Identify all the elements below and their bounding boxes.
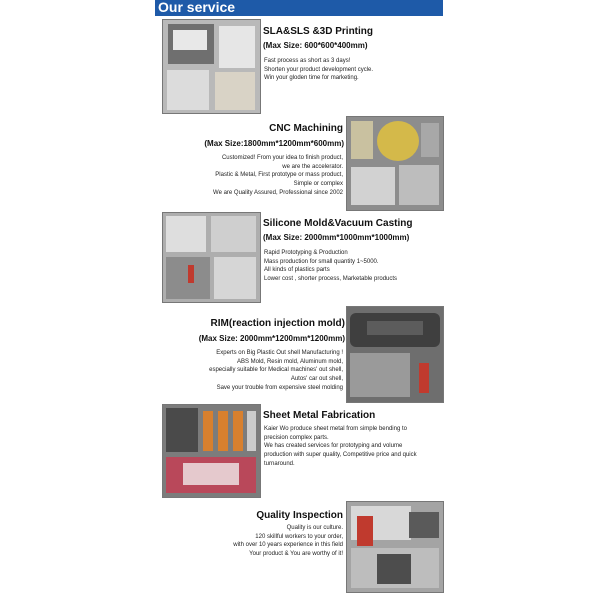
description-line: precision complex parts. (264, 434, 329, 441)
description-line: Autos' car out shell, (290, 376, 343, 383)
service-rim (162, 306, 443, 402)
description-line: Quality is our culture. (286, 525, 343, 531)
service-title: RIM(reaction injection mold) (210, 318, 345, 329)
service-quality-inspection (162, 501, 443, 593)
service-description (264, 249, 397, 284)
service-title: CNC Machining (269, 123, 343, 134)
3d-printing-photo (162, 19, 261, 114)
service-title: Silicone Mold&Vacuum Casting (263, 218, 413, 229)
service-silicone-mold (162, 212, 443, 302)
description-line: Customized! From your idea to finish product, (221, 155, 343, 161)
description-line: production with super quality, Competitive price and quick (264, 452, 417, 459)
silicone-mold-photo (162, 212, 261, 303)
service-title: Quality Inspection (256, 510, 343, 521)
description-line: We has created services for prototyping and volume (264, 443, 403, 450)
service-title: SLA&SLS &3D Printing (263, 26, 374, 37)
service-max-size: (Max Size:1800mm*1200mm*600mm) (204, 139, 344, 148)
description-line: turnaround. (264, 460, 295, 467)
description-line: with over 10 years experience in this field (233, 542, 343, 549)
description-line: Rapid Prototyping & Production (264, 250, 348, 256)
description-line: Shorten your product development cycle. (264, 66, 374, 73)
description-line: Your product & You are worthy of it! (249, 551, 343, 558)
service-description (264, 425, 417, 469)
service-max-size: (Max Size: 2000mm*1200mm*1200mm) (198, 334, 345, 343)
service-title: Sheet Metal Fabrication (263, 410, 376, 421)
description-line: Simple or complex (293, 181, 343, 188)
description-line: Save your trouble from expensive steel molding (216, 384, 343, 391)
cnc-machining-photo (346, 116, 444, 211)
description-line: Mass production for small quantity 1~5000. (264, 258, 379, 265)
description-line: Fast process as short as 3 days! (264, 58, 351, 64)
description-line: Lower cost , shorter process, Marketable products (264, 276, 398, 283)
service-description (264, 57, 373, 83)
section-title: Our service (158, 0, 236, 15)
sheet-metal-photo (162, 404, 261, 498)
description-line: All kinds of plastics parts (264, 267, 330, 274)
service-page (155, 0, 443, 600)
service-max-size: (Max Size: 600*600*400mm) (263, 41, 368, 50)
rim-molding-photo (346, 306, 444, 403)
description-line: ABS Mold, Resin mold, Aluminum mold, (236, 358, 343, 365)
description-line: Kaier Wo produce sheet metal from simple bending to (264, 426, 407, 432)
service-cnc (162, 116, 443, 210)
service-max-size: (Max Size: 2000mm*1000mm*1000mm) (263, 233, 410, 242)
service-description (233, 524, 343, 559)
description-line: Win your gloden time for marketing. (264, 75, 359, 82)
section-header (155, 0, 443, 16)
service-sla-sls (162, 19, 443, 114)
description-line: especially suitable for Medical machines' out shell, (209, 367, 343, 374)
description-line: We are Quality Assured, Professional since 2002 (213, 189, 343, 196)
description-line: Plastic & Metal, First prototype or mass product, (215, 172, 343, 179)
description-line: 120 skillful workers to your order, (255, 533, 343, 540)
description-line: Experts on Big Plastic Out shell Manufacturing ! (216, 350, 343, 356)
service-description (213, 154, 343, 198)
service-description (209, 349, 343, 393)
quality-inspection-photo (346, 501, 444, 593)
description-line: we are the accelerator. (282, 163, 343, 170)
service-sheet-metal (162, 404, 443, 498)
